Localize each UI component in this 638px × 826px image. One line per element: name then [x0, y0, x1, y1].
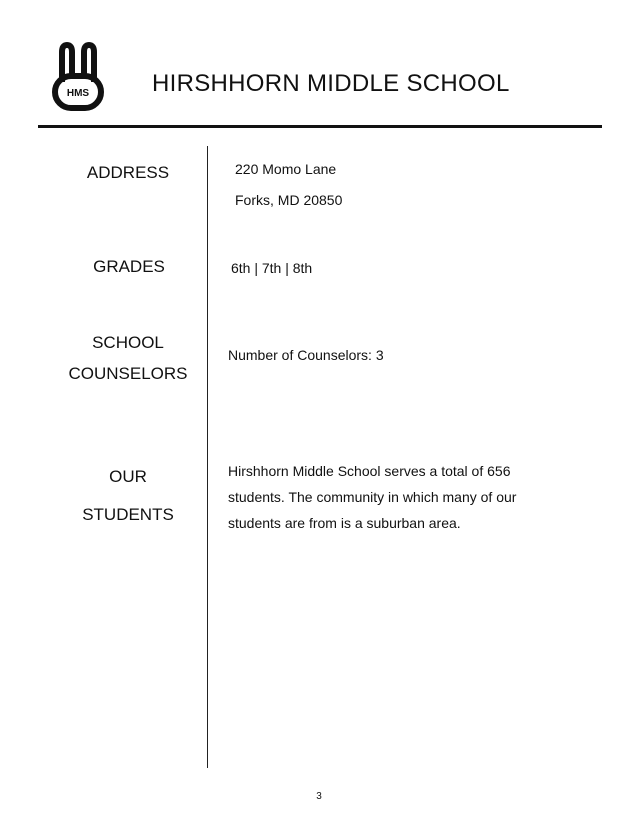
counselors-label-line-2: COUNSELORS — [68, 364, 188, 383]
students-line-3: students are from is a suburban area. — [228, 515, 461, 531]
address-line-2: Forks, MD 20850 — [235, 192, 343, 208]
school-name-title: HIRSHHORN MIDDLE SCHOOL — [152, 70, 510, 97]
counselors-label — [53, 333, 203, 384]
students-line-1: Hirshhorn Middle School serves a total of 656 — [228, 463, 511, 479]
students-label — [53, 467, 203, 525]
address-line-1: 220 Momo Lane — [235, 161, 337, 177]
logo-text: HMS — [66, 88, 90, 99]
counselors-label-line-1: SCHOOL — [92, 333, 164, 352]
students-label-line-2: STUDENTS — [82, 505, 174, 524]
counselors-value: Number of Counselors: 3 — [228, 347, 384, 363]
students-line-2: students. The community in which many of our — [228, 489, 517, 505]
page-number: 3 — [316, 791, 322, 802]
students-description — [228, 458, 588, 536]
address-label: ADDRESS — [86, 163, 170, 182]
grades-label: GRADES — [93, 257, 165, 276]
grades-value: 6th | 7th | 8th — [231, 260, 313, 276]
header-rule — [38, 125, 602, 128]
column-divider — [207, 146, 208, 768]
hms-bunny-logo — [52, 42, 104, 112]
students-label-line-1: OUR — [109, 467, 147, 486]
